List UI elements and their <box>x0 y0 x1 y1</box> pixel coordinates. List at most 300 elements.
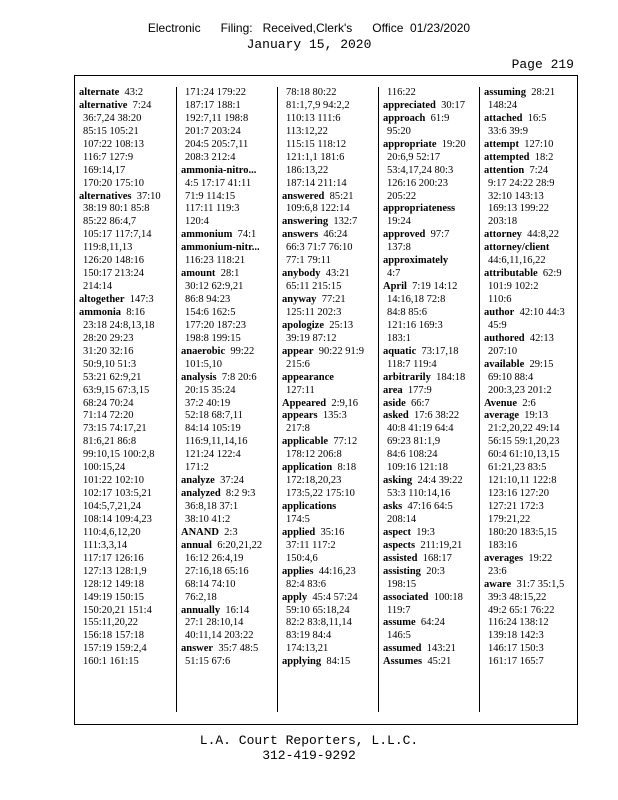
index-refs-continued: 116:22 <box>387 87 416 98</box>
index-refs-continued: 137:8 <box>387 242 411 254</box>
index-refs-continued: 23:18 24:8,13,18 <box>83 319 155 331</box>
index-refs-continued: 214:14 <box>83 281 113 293</box>
index-refs: 184:18 <box>436 371 466 383</box>
index-entry <box>278 527 378 540</box>
index-entry <box>379 346 479 359</box>
index-term: aspect <box>383 526 411 538</box>
index-refs-continued: 9:17 24:22 28:9 <box>488 177 555 189</box>
index-term: Appeared <box>282 397 327 409</box>
index-entry <box>75 191 176 204</box>
index-term: assume <box>383 617 416 629</box>
index-refs: 8:16 <box>126 306 145 318</box>
index-term: attention <box>484 164 525 176</box>
filing-stamp: Electronic Filing: Received,Clerk's Office 01/23/2020 <box>147 21 471 35</box>
index-refs: 84:15 <box>326 656 351 668</box>
index-entry <box>177 242 277 255</box>
index-refs: 8:2 9:3 <box>225 488 256 500</box>
index-refs: 25:13 <box>329 319 354 331</box>
index-entry <box>379 553 479 566</box>
index-refs-continued: 85:15 105:21 <box>83 125 139 137</box>
index-refs: 135:3 <box>322 410 347 422</box>
index-entry <box>379 139 479 152</box>
index-term: available <box>484 358 525 370</box>
index-refs-continued: 38:19 80:1 85:8 <box>83 203 150 215</box>
index-term: approximately <box>383 255 449 267</box>
index-term: ANAND <box>181 526 219 538</box>
index-entry <box>278 191 378 204</box>
index-refs: 99:22 <box>230 345 255 357</box>
index-refs-continued: 110:6 <box>488 294 512 305</box>
index-term: attorney <box>484 229 522 241</box>
index-entry <box>379 229 479 242</box>
index-refs: 7:24 <box>132 99 152 111</box>
index-refs-continued: 104:5,7,21,24 <box>83 501 142 512</box>
index-refs-continued: 95:20 <box>387 125 411 137</box>
index-entry <box>480 165 580 178</box>
index-refs: 77:12 <box>333 436 358 448</box>
index-refs-continued: 36:8,18 37:1 <box>185 501 239 512</box>
index-refs-continued: 40:11,14 203:22 <box>185 630 254 642</box>
index-entry <box>177 643 277 656</box>
index-refs: 73:17,18 <box>421 345 459 357</box>
index-term: aquatic <box>383 345 417 357</box>
index-entry <box>480 307 580 320</box>
index-refs-continued: 105:17 117:7,14 <box>83 229 152 241</box>
index-refs-continued: 110:4,6,12,20 <box>83 526 141 538</box>
index-refs: 20:3 <box>426 565 445 577</box>
index-refs-continued: 172:18,20,23 <box>286 475 342 487</box>
index-refs-continued: 108:14 109:4,23 <box>83 513 152 525</box>
index-refs-continued: 123:16 127:20 <box>488 488 549 500</box>
index-entry <box>379 385 479 398</box>
index-entry <box>278 229 378 242</box>
index-refs-continued: 23:6 <box>488 565 507 577</box>
index-term: applied <box>282 526 316 538</box>
index-entry <box>379 410 479 423</box>
index-refs-continued: 66:3 71:7 76:10 <box>286 242 353 254</box>
index-term: ammonium <box>181 229 233 241</box>
index-term: aspects <box>383 539 416 551</box>
index-refs-continued: 50:9,10 51:3 <box>83 358 137 370</box>
court-reporter-phone: 312-419-9292 <box>262 748 356 763</box>
index-term: appears <box>282 410 318 422</box>
index-refs-continued: 121:10,11 122:8 <box>488 475 557 487</box>
index-refs: 2:3 <box>224 526 238 538</box>
index-refs-continued: 187:17 188:1 <box>185 99 241 111</box>
index-refs-continued: 40:8 41:19 64:4 <box>387 423 454 435</box>
word-index-table <box>74 75 578 725</box>
index-refs-continued: 116:9,11,14,16 <box>185 436 248 448</box>
index-refs-continued: 4:7 <box>387 268 401 280</box>
index-refs-continued: 31:20 32:16 <box>83 345 134 357</box>
index-refs-continued: 60:4 61:10,13,15 <box>488 449 560 461</box>
index-refs-continued: 180:20 183:5,15 <box>488 526 557 538</box>
index-refs-continued: 208:14 <box>387 513 417 525</box>
index-entry <box>379 592 479 605</box>
index-refs-continued: 118:7 119:4 <box>387 358 437 370</box>
index-column-3 <box>277 87 378 712</box>
index-refs-continued: 116:23 118:21 <box>185 255 246 267</box>
index-refs-continued: 39:19 87:12 <box>286 332 337 344</box>
index-entry <box>379 281 479 294</box>
index-refs-continued: 71:9 114:15 <box>185 190 236 202</box>
index-term: anyway <box>282 294 317 305</box>
index-entry <box>379 398 479 411</box>
index-refs: 42:13 <box>529 332 554 344</box>
index-refs: 8:18 <box>337 462 357 474</box>
index-refs-continued: 173:5,22 175:10 <box>286 488 355 500</box>
index-term: ammonia <box>79 306 121 318</box>
index-refs-continued: 68:14 74:10 <box>185 578 236 590</box>
index-refs: 19:20 <box>441 138 466 150</box>
index-refs: 16:14 <box>225 604 250 616</box>
index-refs: 64:24 <box>420 617 445 629</box>
index-refs-continued: 20:15 35:24 <box>185 384 236 396</box>
index-entry <box>278 294 378 307</box>
index-refs-continued: 148:24 <box>488 99 518 111</box>
index-refs: 19:22 <box>528 552 553 564</box>
index-entry <box>379 372 479 385</box>
index-entry <box>75 294 176 307</box>
index-term: ammonium-nitr... <box>181 242 260 254</box>
index-refs-continued: 127:11 <box>286 384 315 396</box>
index-entry <box>278 436 378 449</box>
index-refs-continued: 51:15 67:6 <box>185 656 231 668</box>
index-refs-continued: 84:6 108:24 <box>387 449 438 461</box>
index-term: aware <box>484 578 512 590</box>
index-refs-continued: 45:9 <box>488 319 507 331</box>
index-entry <box>480 553 580 566</box>
index-refs: 7:8 20:6 <box>221 371 257 383</box>
index-refs-continued: 178:12 206:8 <box>286 449 342 461</box>
index-refs: 2:6 <box>522 397 536 409</box>
index-entry <box>379 113 479 126</box>
index-refs: 45:4 57:24 <box>312 591 358 603</box>
index-term: asked <box>383 410 409 422</box>
index-refs: 19:13 <box>524 410 549 422</box>
index-term: anybody <box>282 268 321 280</box>
index-refs-continued: 82:4 83:6 <box>286 578 326 590</box>
index-entry <box>177 540 277 553</box>
index-entry <box>480 87 580 100</box>
index-term: authored <box>484 332 525 344</box>
index-refs-continued: 207:10 <box>488 345 518 357</box>
index-refs-continued: 121:1,1 181:6 <box>286 151 345 163</box>
index-refs-continued: 186:13,22 <box>286 164 329 176</box>
index-term: analyze <box>181 475 215 487</box>
index-entry <box>177 165 277 178</box>
index-entry <box>379 540 479 553</box>
index-refs-continued: 37:2 40:19 <box>185 397 231 409</box>
index-refs-continued: 14:16,18 72:8 <box>387 294 446 305</box>
index-term: appear <box>282 345 314 357</box>
index-refs: 61:9 <box>430 112 450 124</box>
index-term: asking <box>383 475 413 487</box>
index-refs: 168:17 <box>422 552 452 564</box>
index-refs-continued: 68:24 70:24 <box>83 397 134 409</box>
index-term: area <box>383 384 403 396</box>
index-term: appropriateness <box>383 203 456 215</box>
index-refs-continued: 20:6,9 52:17 <box>387 151 441 163</box>
index-entry <box>177 229 277 242</box>
index-entry <box>177 488 277 501</box>
index-refs: 7:19 14:12 <box>412 281 458 293</box>
index-refs-continued: 53:21 62:9,21 <box>83 371 142 383</box>
index-refs: 42:10 44:3 <box>519 306 565 318</box>
index-term: April <box>383 281 407 293</box>
index-entry <box>379 656 479 669</box>
index-entry <box>480 268 580 281</box>
index-refs-continued: 192:7,11 198:8 <box>185 112 249 124</box>
index-term: apply <box>282 591 308 603</box>
index-refs-continued: 61:21,23 83:5 <box>488 462 547 474</box>
court-reporter-name: L.A. Court Reporters, L.L.C. <box>199 733 419 748</box>
index-refs-continued: 81:1,7,9 94:2,2 <box>286 99 350 111</box>
index-term: attorney/client <box>484 242 550 254</box>
index-refs-continued: 128:12 149:18 <box>83 578 144 590</box>
index-term: aside <box>383 397 406 409</box>
index-refs: 47:16 64:5 <box>407 501 453 512</box>
index-refs: 2:9,16 <box>331 397 358 409</box>
index-term: answer <box>181 643 214 655</box>
index-refs: 85:21 <box>329 190 354 202</box>
index-entry <box>177 268 277 281</box>
index-refs-continued: 111:3,3,14 <box>83 539 128 551</box>
index-entry <box>480 579 580 592</box>
index-entry <box>480 229 580 242</box>
index-refs-continued: 150:20,21 151:4 <box>83 604 152 616</box>
index-entry <box>75 87 176 100</box>
footer <box>0 733 618 763</box>
index-refs: 66:7 <box>411 397 430 409</box>
index-refs: 24:4 39:22 <box>417 475 463 487</box>
index-refs-continued: 183:1 <box>387 332 411 344</box>
index-refs-continued: 38:10 41:2 <box>185 513 231 525</box>
index-refs-continued: 101:9 102:2 <box>488 281 539 293</box>
index-refs-continued: 150:4,6 <box>286 552 318 564</box>
index-term: analysis <box>181 371 217 383</box>
index-entry <box>278 320 378 333</box>
index-term: assumed <box>383 643 422 655</box>
index-refs: 6:20,21,22 <box>217 539 263 551</box>
index-refs-continued: 33:6 39:9 <box>488 125 528 137</box>
index-refs-continued: 37:11 117:2 <box>286 539 336 551</box>
index-column-1 <box>75 87 176 712</box>
index-term: average <box>484 410 519 422</box>
index-term: averages <box>484 552 524 564</box>
index-refs-continued: 83:19 84:4 <box>286 630 332 642</box>
index-refs-continued: 53:3 110:14,16 <box>387 488 451 500</box>
index-term: ammonia-nitro... <box>181 164 257 176</box>
index-refs-continued: 127:21 172:3 <box>488 501 544 512</box>
index-refs-continued: 84:8 85:6 <box>387 306 427 318</box>
index-refs-continued: 169:14,17 <box>83 164 126 176</box>
index-refs-continued: 32:10 143:13 <box>488 190 544 202</box>
index-refs-continued: 198:15 <box>387 578 417 590</box>
index-refs: 45:21 <box>427 656 452 668</box>
index-term: asks <box>383 501 403 512</box>
index-term: analyzed <box>181 488 221 500</box>
index-refs-continued: 81:6,21 86:8 <box>83 436 137 448</box>
index-term: assisting <box>383 565 421 577</box>
index-refs: 211:19,21 <box>420 539 463 551</box>
index-refs: 43:2 <box>124 87 144 98</box>
index-refs: 74:1 <box>237 229 257 241</box>
index-refs-continued: 109:16 121:18 <box>387 462 448 474</box>
index-refs-continued: 126:16 200:23 <box>387 177 448 189</box>
index-refs: 7:24 <box>529 164 549 176</box>
index-refs-continued: 154:6 162:5 <box>185 306 236 318</box>
index-refs-continued: 71:14 72:20 <box>83 410 134 422</box>
index-entry <box>278 268 378 281</box>
index-refs-continued: 146:17 150:3 <box>488 643 544 655</box>
index-refs: 97:7 <box>430 229 450 241</box>
index-entry <box>278 592 378 605</box>
index-entry <box>379 475 479 488</box>
index-refs-continued: 27:16,18 65:16 <box>185 565 249 577</box>
index-entry <box>177 372 277 385</box>
index-refs-continued: 119:8,11,13 <box>83 242 133 254</box>
index-refs-continued: 121:24 122:4 <box>185 449 241 461</box>
index-refs-continued: 171:2 <box>185 462 209 474</box>
index-entry <box>278 216 378 229</box>
index-entry <box>177 475 277 488</box>
index-refs-continued: 146:5 <box>387 630 411 642</box>
index-refs: 17:6 38:22 <box>413 410 460 422</box>
index-term: alternative <box>79 99 128 111</box>
index-refs-continued: 86:8 94:23 <box>185 294 231 305</box>
index-refs-continued: 99:10,15 100:2,8 <box>83 449 155 461</box>
index-refs: 19:3 <box>416 526 435 538</box>
index-refs: 44:8,22 <box>527 229 559 241</box>
index-refs-continued: 171:24 179:22 <box>185 87 246 98</box>
index-refs-continued: 73:15 74:17,21 <box>83 423 147 435</box>
index-refs-continued: 63:9,15 67:3,15 <box>83 384 150 396</box>
index-term: attempted <box>484 151 530 163</box>
index-term: anaerobic <box>181 345 226 357</box>
index-entry <box>480 152 580 165</box>
index-refs-continued: 56:15 59:1,20,23 <box>488 436 560 448</box>
index-term: applicable <box>282 436 329 448</box>
index-refs-continued: 157:19 159:2,4 <box>83 643 147 655</box>
index-refs-continued: 117:11 119:3 <box>185 203 240 215</box>
index-refs-continued: 101:5,10 <box>185 358 223 370</box>
index-refs-continued: 160:1 161:15 <box>83 656 139 668</box>
index-term: appreciated <box>383 99 436 111</box>
index-refs-continued: 117:17 126:16 <box>83 552 144 564</box>
index-refs: 46:24 <box>323 229 348 241</box>
index-entry <box>379 643 479 656</box>
index-term: alternate <box>79 87 120 98</box>
index-term: Assumes <box>383 656 423 668</box>
index-entry <box>75 307 176 320</box>
index-entry <box>480 242 580 255</box>
index-refs: 44:16,23 <box>318 565 356 577</box>
index-entry <box>480 139 580 152</box>
index-term: approach <box>383 112 426 124</box>
index-refs: 35:7 48:5 <box>218 643 259 655</box>
index-refs-continued: 27:1 28:10,14 <box>185 617 244 629</box>
index-term: applications <box>282 501 337 512</box>
index-entry <box>177 346 277 359</box>
index-refs-continued: 101:22 102:10 <box>83 475 144 487</box>
index-refs: 35:16 <box>320 526 345 538</box>
index-refs-continued: 177:20 187:23 <box>185 319 246 331</box>
index-refs-continued: 84:14 105:19 <box>185 423 241 435</box>
index-refs: 18:2 <box>534 151 554 163</box>
index-refs-continued: 85:22 86:4,7 <box>83 216 137 228</box>
index-refs: 177:9 <box>407 384 432 396</box>
index-term: amount <box>181 268 216 280</box>
index-refs-continued: 139:18 142:3 <box>488 630 544 642</box>
index-term: answers <box>282 229 319 241</box>
index-entry <box>480 398 580 411</box>
index-refs: 37:10 <box>136 190 161 202</box>
index-refs: 16:5 <box>527 112 547 124</box>
index-refs-continued: 179:21,22 <box>488 513 531 525</box>
index-refs-continued: 155:11,20,22 <box>83 617 139 629</box>
index-refs-continued: 77:1 79:11 <box>286 255 331 267</box>
index-refs-continued: 53:4,17,24 80:3 <box>387 164 454 176</box>
index-refs-continued: 102:17 103:5,21 <box>83 488 152 500</box>
index-term: applying <box>282 656 322 668</box>
index-term: apologize <box>282 319 324 331</box>
index-refs: 100:18 <box>433 591 463 603</box>
index-refs-continued: 119:7 <box>387 604 411 616</box>
index-term: appropriate <box>383 138 437 150</box>
index-term: author <box>484 306 515 318</box>
index-refs-continued: 203:18 <box>488 216 518 228</box>
index-term: annually <box>181 604 221 616</box>
index-entry <box>278 656 378 669</box>
index-entry <box>480 113 580 126</box>
index-entry <box>278 462 378 475</box>
index-refs: 77:21 <box>321 294 346 305</box>
index-refs: 29:15 <box>529 358 554 370</box>
index-entry <box>480 333 580 346</box>
index-refs-continued: 174:5 <box>286 513 310 525</box>
index-column-2 <box>176 87 277 712</box>
index-refs-continued: 215:6 <box>286 358 310 370</box>
index-refs-continued: 161:17 165:7 <box>488 656 544 668</box>
index-refs-continued: 39:3 48:15,22 <box>488 591 547 603</box>
index-refs-continued: 28:20 29:23 <box>83 332 134 344</box>
index-term: attempt <box>484 138 519 150</box>
index-refs-continued: 107:22 108:13 <box>83 138 144 150</box>
index-term: answering <box>282 216 329 228</box>
index-term: appearance <box>282 371 334 383</box>
index-refs-continued: 69:10 88:4 <box>488 371 534 383</box>
index-refs-continued: 115:15 118:12 <box>286 138 347 150</box>
page-number: Page 219 <box>511 57 574 72</box>
index-refs-continued: 205:22 <box>387 190 417 202</box>
index-refs: 62:9 <box>542 268 562 280</box>
index-refs-continued: 116:7 127:9 <box>83 151 134 163</box>
index-refs: 31:7 35:1,5 <box>516 578 565 590</box>
index-entry <box>278 346 378 359</box>
index-refs-continued: 204:5 205:7,11 <box>185 138 249 150</box>
index-refs-continued: 44:6,11,16,22 <box>488 255 546 267</box>
index-refs-continued: 121:16 169:3 <box>387 319 443 331</box>
index-entry <box>379 203 479 216</box>
index-refs: 147:3 <box>129 294 154 305</box>
index-entry <box>278 566 378 579</box>
index-refs: 28:1 <box>220 268 240 280</box>
index-refs-continued: 127:13 128:1,9 <box>83 565 147 577</box>
index-entry <box>379 566 479 579</box>
index-entry <box>379 617 479 630</box>
index-refs-continued: 4:5 17:17 41:11 <box>185 177 252 189</box>
